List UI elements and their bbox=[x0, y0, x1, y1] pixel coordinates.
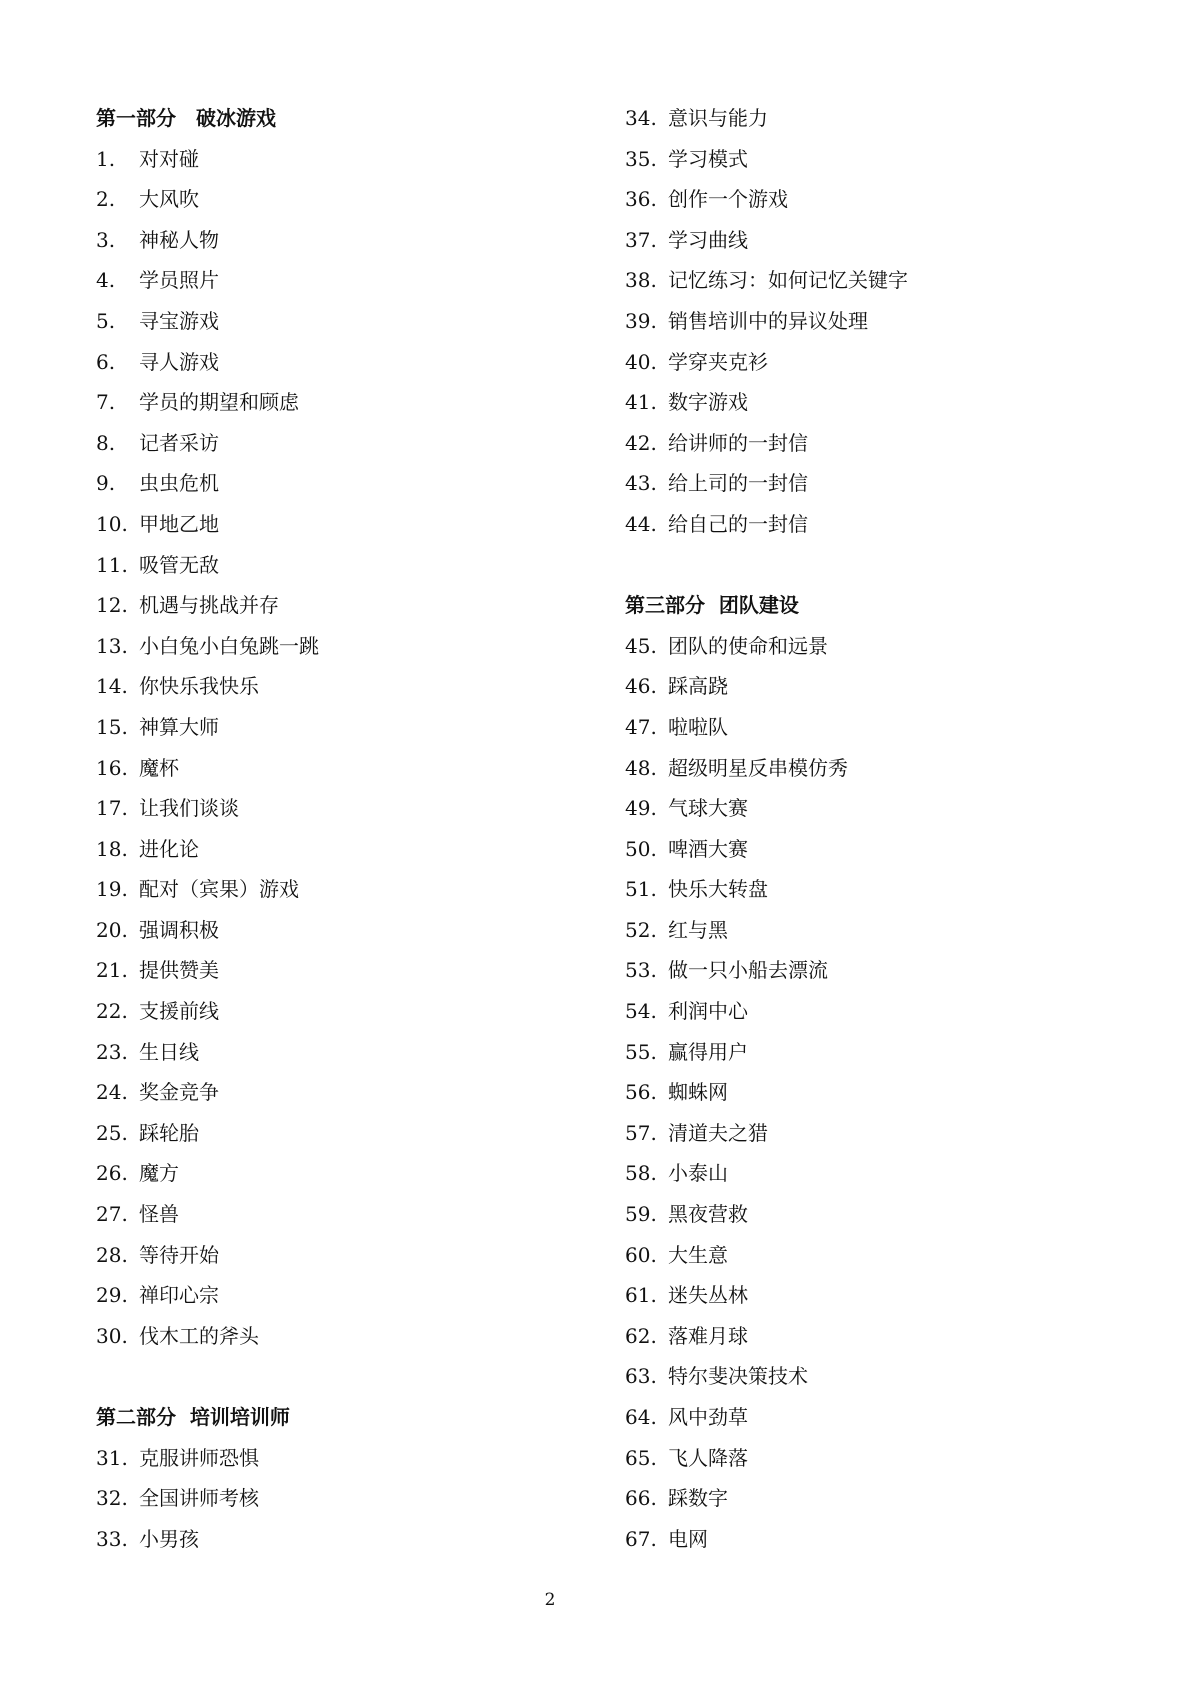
item-number: 65. bbox=[625, 1445, 657, 1470]
item-number: 33. bbox=[96, 1526, 128, 1551]
list-item bbox=[625, 626, 1085, 667]
item-number: 62. bbox=[625, 1323, 657, 1348]
item-number: 5. bbox=[96, 308, 116, 333]
item-number: 60. bbox=[625, 1242, 657, 1267]
list-item bbox=[96, 1153, 556, 1194]
list-item bbox=[625, 991, 1085, 1032]
list-item bbox=[625, 1519, 1085, 1560]
item-title: 蜘蛛网 bbox=[668, 1080, 728, 1105]
list-item bbox=[625, 139, 1085, 180]
list-item bbox=[625, 748, 1085, 789]
item-title: 生日线 bbox=[139, 1039, 199, 1064]
item-number: 52. bbox=[625, 917, 657, 942]
item-number: 4. bbox=[96, 268, 116, 293]
item-number: 18. bbox=[96, 836, 128, 861]
list-item bbox=[96, 991, 556, 1032]
list-item bbox=[625, 788, 1085, 829]
item-title: 奖金竞争 bbox=[139, 1080, 219, 1105]
item-title: 利润中心 bbox=[668, 999, 748, 1024]
item-number: 13. bbox=[96, 633, 128, 658]
item-number: 31. bbox=[96, 1445, 128, 1470]
item-number: 14. bbox=[96, 674, 128, 699]
item-title: 魔方 bbox=[139, 1161, 179, 1186]
item-title: 大风吹 bbox=[139, 187, 199, 212]
list-item bbox=[625, 382, 1085, 423]
item-title: 提供赞美 bbox=[139, 958, 219, 983]
item-title: 禅印心宗 bbox=[139, 1283, 219, 1308]
list-item bbox=[96, 301, 556, 342]
item-number: 55. bbox=[625, 1039, 657, 1064]
item-number: 57. bbox=[625, 1120, 657, 1145]
item-number: 35. bbox=[625, 146, 657, 171]
item-title: 全国讲师考核 bbox=[139, 1486, 259, 1511]
item-number: 43. bbox=[625, 471, 657, 496]
list-item bbox=[625, 1356, 1085, 1397]
list-item bbox=[96, 260, 556, 301]
part1-heading: 第一部分 破冰游戏 bbox=[96, 106, 276, 130]
item-title: 寻宝游戏 bbox=[139, 308, 219, 333]
list-item bbox=[96, 829, 556, 870]
part2-list-left bbox=[96, 1438, 556, 1560]
list-item bbox=[96, 463, 556, 504]
item-number: 39. bbox=[625, 308, 657, 333]
part2-list-right bbox=[625, 98, 1085, 545]
item-title: 等待开始 bbox=[139, 1242, 219, 1267]
item-number: 58. bbox=[625, 1161, 657, 1186]
item-number: 53. bbox=[625, 958, 657, 983]
list-item bbox=[625, 1235, 1085, 1276]
item-title: 小白兔小白兔跳一跳 bbox=[139, 633, 319, 658]
item-number: 22. bbox=[96, 999, 128, 1024]
item-number: 63. bbox=[625, 1364, 657, 1389]
item-number: 12. bbox=[96, 593, 128, 618]
list-item bbox=[96, 179, 556, 220]
list-item bbox=[625, 301, 1085, 342]
item-number: 49. bbox=[625, 796, 657, 821]
item-title: 记者采访 bbox=[139, 430, 219, 455]
item-title: 超级明星反串模仿秀 bbox=[668, 755, 848, 780]
item-number: 51. bbox=[625, 877, 657, 902]
item-title: 做一只小船去漂流 bbox=[668, 958, 828, 983]
item-title: 创作一个游戏 bbox=[668, 187, 788, 212]
list-item bbox=[96, 1113, 556, 1154]
item-number: 29. bbox=[96, 1283, 128, 1308]
item-title: 踩高跷 bbox=[668, 674, 728, 699]
item-number: 10. bbox=[96, 511, 128, 536]
item-title: 风中劲草 bbox=[668, 1405, 748, 1429]
list-item bbox=[625, 423, 1085, 464]
list-item bbox=[96, 1275, 556, 1316]
list-item bbox=[96, 1194, 556, 1235]
section-gap bbox=[96, 1356, 556, 1397]
right-column bbox=[625, 98, 1085, 1559]
list-item bbox=[96, 504, 556, 545]
part3-heading: 第三部分 团队建设 bbox=[625, 593, 799, 618]
item-number: 59. bbox=[625, 1202, 657, 1227]
item-title: 配对（宾果）游戏 bbox=[139, 877, 299, 902]
item-title: 迷失丛林 bbox=[668, 1283, 748, 1308]
list-item bbox=[625, 220, 1085, 261]
section-gap bbox=[625, 545, 1085, 586]
list-item bbox=[96, 869, 556, 910]
item-title: 啤酒大赛 bbox=[668, 836, 748, 861]
item-number: 37. bbox=[625, 227, 657, 252]
item-title: 克服讲师恐惧 bbox=[139, 1445, 259, 1470]
list-item bbox=[96, 1478, 556, 1519]
item-title: 怪兽 bbox=[139, 1202, 179, 1227]
item-number: 21. bbox=[96, 958, 128, 983]
item-title: 学员照片 bbox=[139, 268, 219, 293]
item-title: 学穿夹克衫 bbox=[668, 349, 768, 374]
item-title: 清道夫之猎 bbox=[668, 1120, 768, 1145]
item-number: 32. bbox=[96, 1486, 128, 1511]
item-number: 64. bbox=[625, 1405, 657, 1429]
item-title: 对对碰 bbox=[139, 146, 199, 171]
item-number: 7. bbox=[96, 390, 116, 415]
item-number: 30. bbox=[96, 1323, 128, 1348]
list-item bbox=[96, 1072, 556, 1113]
item-number: 56. bbox=[625, 1080, 657, 1105]
list-item bbox=[96, 382, 556, 423]
item-title: 团队的使命和远景 bbox=[668, 633, 828, 658]
item-number: 25. bbox=[96, 1120, 128, 1145]
part2-heading: 第二部分 培训培训师 bbox=[96, 1405, 290, 1429]
item-number: 16. bbox=[96, 755, 128, 780]
list-item bbox=[96, 707, 556, 748]
item-title: 赢得用户 bbox=[668, 1039, 748, 1064]
list-item bbox=[625, 910, 1085, 951]
list-item bbox=[625, 1478, 1085, 1519]
list-item bbox=[625, 1194, 1085, 1235]
item-title: 踩数字 bbox=[668, 1486, 728, 1511]
item-number: 26. bbox=[96, 1161, 128, 1186]
item-number: 11. bbox=[96, 552, 128, 577]
item-title: 大生意 bbox=[668, 1242, 728, 1267]
list-item bbox=[96, 1235, 556, 1276]
item-number: 42. bbox=[625, 430, 657, 455]
list-item bbox=[625, 1397, 1085, 1438]
item-title: 你快乐我快乐 bbox=[139, 674, 259, 699]
list-item bbox=[96, 585, 556, 626]
item-title: 吸管无敌 bbox=[139, 552, 219, 577]
item-number: 27. bbox=[96, 1202, 128, 1227]
list-item bbox=[625, 260, 1085, 301]
list-item bbox=[96, 626, 556, 667]
list-item bbox=[625, 1275, 1085, 1316]
item-number: 8. bbox=[96, 430, 116, 455]
list-item bbox=[625, 950, 1085, 991]
part1-list bbox=[96, 139, 556, 1357]
item-title: 强调积极 bbox=[139, 917, 219, 942]
item-number: 66. bbox=[625, 1486, 657, 1511]
list-item bbox=[625, 1316, 1085, 1357]
item-title: 虫虫危机 bbox=[139, 471, 219, 496]
list-item bbox=[96, 342, 556, 383]
item-title: 踩轮胎 bbox=[139, 1120, 199, 1145]
item-number: 20. bbox=[96, 917, 128, 942]
item-number: 47. bbox=[625, 714, 657, 739]
item-number: 1. bbox=[96, 146, 116, 171]
item-title: 啦啦队 bbox=[668, 714, 728, 739]
list-item bbox=[625, 707, 1085, 748]
item-title: 给上司的一封信 bbox=[668, 471, 808, 496]
item-number: 46. bbox=[625, 674, 657, 699]
list-item bbox=[96, 910, 556, 951]
item-title: 电网 bbox=[668, 1526, 708, 1551]
list-item bbox=[96, 220, 556, 261]
item-title: 伐木工的斧头 bbox=[139, 1323, 259, 1348]
item-number: 3. bbox=[96, 227, 116, 252]
item-title: 让我们谈谈 bbox=[139, 796, 239, 821]
item-title: 记忆练习：如何记忆关键字 bbox=[668, 268, 908, 293]
item-title: 落难月球 bbox=[668, 1323, 748, 1348]
list-item bbox=[96, 139, 556, 180]
page-number: 2 bbox=[544, 1590, 556, 1610]
item-title: 甲地乙地 bbox=[139, 511, 219, 536]
item-number: 54. bbox=[625, 999, 657, 1024]
item-title: 快乐大转盘 bbox=[668, 877, 768, 902]
list-item bbox=[96, 423, 556, 464]
list-item bbox=[96, 1438, 556, 1479]
list-item bbox=[625, 869, 1085, 910]
item-number: 61. bbox=[625, 1283, 657, 1308]
list-item bbox=[625, 1072, 1085, 1113]
list-item bbox=[625, 342, 1085, 383]
item-title: 支援前线 bbox=[139, 999, 219, 1024]
item-number: 45. bbox=[625, 633, 657, 658]
item-number: 2. bbox=[96, 187, 116, 212]
item-title: 学员的期望和顾虑 bbox=[139, 390, 299, 415]
item-number: 28. bbox=[96, 1242, 128, 1267]
list-item bbox=[96, 1316, 556, 1357]
item-title: 气球大赛 bbox=[668, 796, 748, 821]
list-item bbox=[96, 788, 556, 829]
list-item bbox=[625, 1153, 1085, 1194]
list-item bbox=[96, 666, 556, 707]
list-item bbox=[96, 950, 556, 991]
item-title: 数字游戏 bbox=[668, 390, 748, 415]
item-number: 67. bbox=[625, 1526, 657, 1551]
item-number: 36. bbox=[625, 187, 657, 212]
item-title: 黑夜营救 bbox=[668, 1202, 748, 1227]
item-number: 6. bbox=[96, 349, 116, 374]
item-title: 小男孩 bbox=[139, 1526, 199, 1551]
item-number: 17. bbox=[96, 796, 128, 821]
item-title: 机遇与挑战并存 bbox=[139, 593, 279, 618]
list-item bbox=[625, 179, 1085, 220]
item-title: 寻人游戏 bbox=[139, 349, 219, 374]
list-item bbox=[96, 748, 556, 789]
left-column bbox=[96, 98, 556, 1559]
item-title: 飞人降落 bbox=[668, 1445, 748, 1470]
item-title: 学习曲线 bbox=[668, 227, 748, 252]
item-number: 44. bbox=[625, 511, 657, 536]
item-number: 9. bbox=[96, 471, 116, 496]
list-item bbox=[96, 1032, 556, 1073]
item-number: 48. bbox=[625, 755, 657, 780]
item-number: 24. bbox=[96, 1080, 128, 1105]
item-title: 学习模式 bbox=[668, 146, 748, 171]
list-item bbox=[625, 463, 1085, 504]
item-number: 50. bbox=[625, 836, 657, 861]
item-title: 给自己的一封信 bbox=[668, 511, 808, 536]
item-title: 神秘人物 bbox=[139, 227, 219, 252]
list-item bbox=[625, 1438, 1085, 1479]
item-number: 34. bbox=[625, 106, 657, 130]
part3-list bbox=[625, 626, 1085, 1560]
list-item bbox=[625, 829, 1085, 870]
list-item bbox=[625, 98, 1085, 139]
item-number: 19. bbox=[96, 877, 128, 902]
list-item bbox=[625, 666, 1085, 707]
item-number: 23. bbox=[96, 1039, 128, 1064]
item-title: 魔杯 bbox=[139, 755, 179, 780]
list-item bbox=[96, 1519, 556, 1560]
list-item bbox=[625, 1113, 1085, 1154]
item-title: 神算大师 bbox=[139, 714, 219, 739]
item-title: 进化论 bbox=[139, 836, 199, 861]
list-item bbox=[625, 1032, 1085, 1073]
item-number: 40. bbox=[625, 349, 657, 374]
item-title: 特尔斐决策技术 bbox=[668, 1364, 808, 1389]
list-item bbox=[96, 545, 556, 586]
item-title: 红与黑 bbox=[668, 917, 728, 942]
item-title: 小泰山 bbox=[668, 1161, 728, 1186]
item-title: 销售培训中的异议处理 bbox=[668, 308, 868, 333]
item-number: 15. bbox=[96, 714, 128, 739]
item-number: 38. bbox=[625, 268, 657, 293]
item-title: 给讲师的一封信 bbox=[668, 430, 808, 455]
item-number: 41. bbox=[625, 390, 657, 415]
item-title: 意识与能力 bbox=[668, 106, 768, 130]
list-item bbox=[625, 504, 1085, 545]
